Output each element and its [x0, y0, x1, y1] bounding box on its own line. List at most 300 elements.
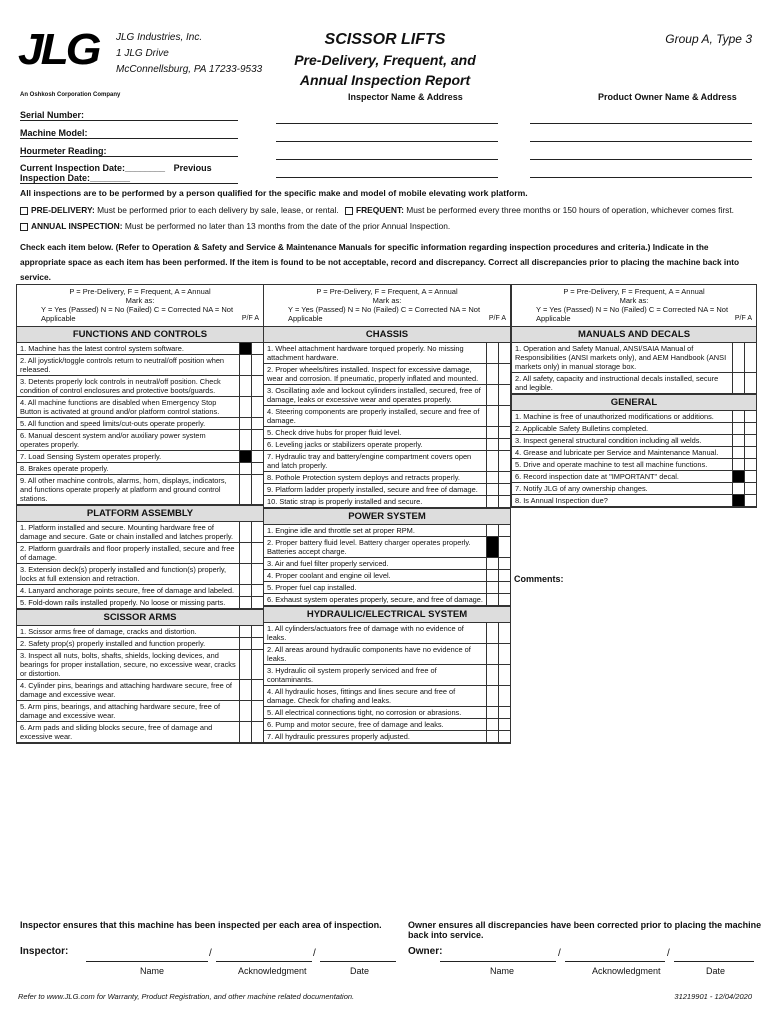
- pf-checkbox[interactable]: [486, 582, 498, 593]
- checklist-item-text: 6. Pump and motor secure, free of damage and leaks.: [267, 720, 444, 729]
- annual-item-checkbox[interactable]: [251, 701, 263, 721]
- annual-item-checkbox[interactable]: [251, 597, 263, 608]
- checklist-item: [264, 644, 510, 665]
- checklist-item: [17, 543, 263, 564]
- annual-checkbox[interactable]: [20, 223, 28, 231]
- annual-item-checkbox[interactable]: [498, 385, 510, 405]
- hourmeter-field[interactable]: Hourmeter Reading:: [20, 146, 238, 157]
- pf-checkbox[interactable]: [239, 376, 251, 396]
- pf-checkbox[interactable]: [732, 343, 744, 372]
- checklist-item-text: 2. All safety, capacity and instructional decals installed, secure and legible.: [515, 374, 719, 392]
- pf-checkbox[interactable]: [239, 701, 251, 721]
- checklist-item: [512, 495, 756, 507]
- annual-item-checkbox[interactable]: [744, 495, 756, 506]
- pf-checkbox[interactable]: [732, 423, 744, 434]
- checklist-item-text: 1. Scissor arms free of damage, cracks and distortion.: [20, 627, 197, 636]
- inspector-address-line[interactable]: [276, 159, 498, 160]
- checklist-item: [264, 731, 510, 743]
- section-title: FUNCTIONS AND CONTROLS: [17, 326, 263, 343]
- annual-item-checkbox[interactable]: [251, 650, 263, 679]
- pf-checkbox[interactable]: [239, 463, 251, 474]
- checklist-item: [264, 385, 510, 406]
- qualification-notice: All inspections are to be performed by a person qualified for the specific make and model of mobile elevating work platform.: [20, 188, 528, 198]
- pf-checkbox[interactable]: [239, 564, 251, 584]
- checklist-item-text: 6. Leveling jacks or stabilizers operate properly.: [267, 440, 423, 449]
- pf-header: P/F: [241, 315, 253, 322]
- frequent-label: FREQUENT:: [356, 205, 404, 215]
- annual-item-checkbox[interactable]: [744, 483, 756, 494]
- checklist-item: [264, 439, 510, 451]
- title-line-1: SCISSOR LIFTS: [324, 31, 446, 48]
- pf-checkbox[interactable]: [486, 537, 498, 557]
- pf-checkbox[interactable]: [732, 483, 744, 494]
- serial-number-field[interactable]: Serial Number:: [20, 110, 238, 121]
- annual-item-checkbox[interactable]: [498, 594, 510, 605]
- annual-item-checkbox[interactable]: [498, 558, 510, 569]
- checklist-item-text: 3. Air and fuel filter properly serviced.: [267, 559, 389, 568]
- checklist-item-text: 5. Proper fuel cap installed.: [267, 583, 357, 592]
- checklist-item: [264, 558, 510, 570]
- checklist-item: [17, 626, 263, 638]
- annual-item-checkbox[interactable]: [498, 570, 510, 581]
- pf-checkbox[interactable]: [486, 623, 498, 643]
- annual-item-checkbox[interactable]: [498, 537, 510, 557]
- check-instructions: Check each item below. (Refer to Operation & Safety and Service & Maintenance Manuals for specific information regarding inspection procedures and criteria.) Indicate in the appropriate space as each item has been performed. If the item is found to be not acceptable, record and discrepancy. Correct all discrepancies prior to placing the machine back into service.: [20, 242, 740, 282]
- key-line2: Mark as:: [125, 296, 155, 305]
- pf-checkbox[interactable]: [239, 397, 251, 417]
- inspector-label: Inspector:: [20, 946, 69, 957]
- checklist-item-text: 4. All machine functions are disabled when Emergency Stop Button is activated at ground and/or platform control stations.: [20, 398, 220, 416]
- checklist-item: [17, 418, 263, 430]
- owner-ack-caption: Acknowledgment: [592, 966, 661, 976]
- pf-checkbox[interactable]: [239, 355, 251, 375]
- annual-label: ANNUAL INSPECTION:: [31, 221, 123, 231]
- marking-key: [17, 285, 263, 326]
- title-line-2: Pre-Delivery, Frequent, and Annual Inspection Report: [294, 52, 476, 88]
- checklist-item-text: 7. All hydraulic pressures properly adjusted.: [267, 732, 410, 741]
- checklist-item: [264, 594, 510, 606]
- key-line1: P = Pre-Delivery, F = Frequent, A = Annual: [563, 287, 705, 296]
- pf-checkbox[interactable]: [486, 427, 498, 438]
- jlg-logo: [18, 25, 99, 80]
- checklist-item: [17, 522, 263, 543]
- checklist-item: [512, 471, 756, 483]
- checklist-item-text: 4. All hydraulic hoses, fittings and lines secure and free of damage. Check for chafing and leaks.: [267, 687, 456, 705]
- checklist-item: [17, 355, 263, 376]
- pf-checkbox[interactable]: [486, 343, 498, 363]
- checklist-item: [17, 451, 263, 463]
- pf-header: P/F: [488, 315, 500, 322]
- checklist-item-text: 9. Platform ladder properly installed, secure and free of damage.: [267, 485, 478, 494]
- pre-delivery-checkbox[interactable]: [20, 207, 28, 215]
- checklist-item: [512, 423, 756, 435]
- company-info: [116, 30, 262, 78]
- logo-tagline: An Oshkosh Corporation Company: [20, 92, 121, 98]
- checklist-item: [512, 373, 756, 394]
- key-line2: Mark as:: [372, 296, 402, 305]
- pf-checkbox[interactable]: [239, 722, 251, 742]
- slash: /: [313, 948, 316, 959]
- inspector-ack-caption: Acknowledgment: [238, 966, 307, 976]
- inspection-column: [263, 284, 511, 744]
- checklist-item: [17, 701, 263, 722]
- owner-name-line[interactable]: [440, 961, 556, 962]
- annual-item-checkbox[interactable]: [498, 406, 510, 426]
- checklist-item-text: 1. Wheel attachment hardware torqued properly. No missing attachment hardware.: [267, 344, 464, 362]
- logo-text: JLG: [18, 25, 99, 74]
- checklist-item: [264, 719, 510, 731]
- annual-item-checkbox[interactable]: [498, 496, 510, 507]
- annual-item-checkbox[interactable]: [498, 427, 510, 438]
- inspector-date-line[interactable]: [320, 961, 396, 962]
- owner-address-line[interactable]: [530, 177, 752, 178]
- pre-delivery-text: Must be performed prior to each delivery by sale, lease, or rental.: [97, 205, 339, 215]
- annual-item-checkbox[interactable]: [498, 707, 510, 718]
- section-title: MANUALS AND DECALS: [512, 326, 756, 343]
- pf-checkbox[interactable]: [732, 411, 744, 422]
- annual-item-checkbox[interactable]: [498, 364, 510, 384]
- key-line1: P = Pre-Delivery, F = Frequent, A = Annual: [69, 287, 211, 296]
- checklist-item: [17, 430, 263, 451]
- pf-checkbox[interactable]: [239, 543, 251, 563]
- checklist-item: [17, 597, 263, 609]
- annual-item-checkbox[interactable]: [744, 343, 756, 372]
- annual-item-checkbox[interactable]: [498, 665, 510, 685]
- pf-checkbox[interactable]: [732, 435, 744, 446]
- pf-a-headers: [735, 314, 752, 323]
- pf-checkbox[interactable]: [732, 495, 744, 506]
- checklist-item-text: 3. Hydraulic oil system properly serviced and free of contaminants.: [267, 666, 437, 684]
- annual-item-checkbox[interactable]: [251, 638, 263, 649]
- inspector-address-line[interactable]: [276, 123, 498, 124]
- slash: /: [558, 948, 561, 959]
- company-address-2: McConnellsburg, PA 17233-9533: [116, 64, 263, 75]
- checklist-item-text: 2. Proper wheels/tires installed. Inspect for excessive damage, wear and corrosion. If pneumatic, properly inflated and mounted.: [267, 365, 479, 383]
- annual-item-checkbox[interactable]: [251, 680, 263, 700]
- pf-checkbox[interactable]: [486, 496, 498, 507]
- pf-checkbox[interactable]: [486, 364, 498, 384]
- checklist-item-text: 5. Fold-down rails installed properly. No loose or missing parts.: [20, 598, 226, 607]
- a-header: A: [501, 315, 506, 322]
- checklist-item-text: 3. Inspect general structural condition including all welds.: [515, 436, 702, 445]
- checklist-item-text: 2. All joystick/toggle controls return to neutral/off position when released.: [20, 356, 225, 374]
- pf-checkbox[interactable]: [486, 644, 498, 664]
- annual-item-checkbox[interactable]: [498, 719, 510, 730]
- machine-model-field[interactable]: Machine Model:: [20, 128, 238, 139]
- annual-item-checkbox[interactable]: [498, 623, 510, 643]
- checklist-item: [17, 680, 263, 701]
- checklist-item: [17, 722, 263, 743]
- owner-label: Owner:: [408, 946, 443, 957]
- pf-checkbox[interactable]: [239, 451, 251, 462]
- slash: /: [667, 948, 670, 959]
- checklist-item-text: 9. All other machine controls, alarms, horn, displays, indicators, and functions operate properly at platform and ground control stations.: [20, 476, 227, 503]
- pf-checkbox[interactable]: [486, 665, 498, 685]
- checklist-item: [264, 570, 510, 582]
- checklist-item: [264, 707, 510, 719]
- annual-item-checkbox[interactable]: [251, 522, 263, 542]
- comments-area[interactable]: [512, 588, 754, 873]
- pf-checkbox[interactable]: [239, 522, 251, 542]
- key-line3: Y = Yes (Passed) N = No (Failed) C = Corrected NA = Not Applicable: [536, 305, 729, 323]
- pf-checkbox[interactable]: [486, 451, 498, 471]
- checklist-item: [264, 582, 510, 594]
- annual-item-checkbox[interactable]: [744, 447, 756, 458]
- checklist-item-text: 4. Cylinder pins, bearings and attaching hardware secure, free of damage and excessive wear.: [20, 681, 232, 699]
- checklist-item-text: 2. Platform guardrails and floor properly installed, secure and free of damage.: [20, 544, 235, 562]
- section-title: PLATFORM ASSEMBLY: [17, 505, 263, 522]
- checklist-item: [264, 472, 510, 484]
- checklist-item-text: 5. Drive and operate machine to test all machine functions.: [515, 460, 708, 469]
- checklist-item-text: 5. All function and speed limits/cut-outs operate properly.: [20, 419, 206, 428]
- checklist-item-text: 4. Proper coolant and engine oil level.: [267, 571, 391, 580]
- section-title: CHASSIS: [264, 326, 510, 343]
- inspector-name-line[interactable]: [86, 961, 208, 962]
- owner-block-label: Product Owner Name & Address: [598, 92, 737, 102]
- checklist-item: [17, 650, 263, 680]
- annual-item-checkbox[interactable]: [498, 644, 510, 664]
- marking-key: [512, 285, 756, 326]
- checklist-item-text: 7. Hydraulic tray and battery/engine compartment covers open and latch properly.: [267, 452, 472, 470]
- pf-checkbox[interactable]: [486, 439, 498, 450]
- checklist-item: [17, 585, 263, 597]
- pf-checkbox[interactable]: [486, 484, 498, 495]
- pf-checkbox[interactable]: [486, 594, 498, 605]
- section-title: HYDRAULIC/ELECTRICAL SYSTEM: [264, 606, 510, 623]
- a-header: A: [254, 315, 259, 322]
- key-line3: Y = Yes (Passed) N = No (Failed) C = Corrected NA = Not Applicable: [288, 305, 481, 323]
- key-line2: Mark as:: [619, 296, 649, 305]
- owner-address-line[interactable]: [530, 141, 752, 142]
- checklist-item: [512, 343, 756, 373]
- frequent-text: Must be performed every three months or 150 hours of operation, whichever comes first.: [406, 205, 734, 215]
- pf-checkbox[interactable]: [486, 731, 498, 742]
- checklist-item-text: 5. All electrical connections tight, no corrosion or abrasions.: [267, 708, 462, 717]
- a-header: A: [747, 315, 752, 322]
- checklist-item: [264, 451, 510, 472]
- checklist-item: [512, 483, 756, 495]
- pf-checkbox[interactable]: [239, 418, 251, 429]
- checklist-item: [17, 397, 263, 418]
- inspection-dates-field[interactable]: [20, 163, 238, 184]
- checklist-item: [17, 343, 263, 355]
- document-number: 31219901 - 12/04/2020: [674, 992, 752, 1001]
- inspection-column: [511, 284, 757, 508]
- owner-address-line[interactable]: [530, 159, 752, 160]
- inspector-statement: Inspector ensures that this machine has been inspected per each area of inspection.: [20, 920, 382, 930]
- annual-item-checkbox[interactable]: [251, 430, 263, 450]
- pf-checkbox[interactable]: [732, 373, 744, 393]
- checklist-item-text: 7. Load Sensing System operates properly.: [20, 452, 162, 461]
- checklist-item: [17, 564, 263, 585]
- annual-item-checkbox[interactable]: [251, 355, 263, 375]
- annual-item-checkbox[interactable]: [498, 343, 510, 363]
- annual-text: Must be performed no later than 13 months from the date of the prior Annual Inspection.: [124, 221, 451, 231]
- frequent-checkbox[interactable]: [345, 207, 353, 215]
- checklist-item: [512, 459, 756, 471]
- pf-checkbox[interactable]: [239, 638, 251, 649]
- pf-header: P/F: [734, 315, 746, 322]
- checklist-item: [512, 435, 756, 447]
- annual-item-checkbox[interactable]: [251, 543, 263, 563]
- pf-checkbox[interactable]: [239, 585, 251, 596]
- inspector-date-caption: Date: [350, 966, 370, 976]
- inspector-address-line[interactable]: [276, 141, 498, 142]
- annual-item-checkbox[interactable]: [251, 564, 263, 584]
- section-title: GENERAL: [512, 394, 756, 411]
- checklist-item: [264, 537, 510, 558]
- owner-name-caption: Name: [490, 966, 515, 976]
- checklist-item-text: 4. Lanyard anchorage points secure, free of damage and labeled.: [20, 586, 235, 595]
- pf-checkbox[interactable]: [486, 525, 498, 536]
- pf-checkbox[interactable]: [239, 650, 251, 679]
- key-line1: P = Pre-Delivery, F = Frequent, A = Annual: [316, 287, 458, 296]
- checklist-item: [264, 484, 510, 496]
- annual-item-checkbox[interactable]: [744, 373, 756, 393]
- group-type: Group A, Type 3: [665, 32, 752, 46]
- annual-item-checkbox[interactable]: [251, 418, 263, 429]
- annual-item-checkbox[interactable]: [251, 397, 263, 417]
- checklist-item: [512, 411, 756, 423]
- checklist-item: [264, 525, 510, 537]
- checklist-item-text: 6. Exhaust system operates properly, secure, and free of damage.: [267, 595, 483, 604]
- annual-line: [20, 221, 755, 231]
- pf-checkbox[interactable]: [239, 475, 251, 504]
- annual-item-checkbox[interactable]: [744, 471, 756, 482]
- checklist-item: [512, 447, 756, 459]
- pf-checkbox[interactable]: [486, 385, 498, 405]
- page-title: [270, 30, 500, 90]
- checklist-item: [264, 406, 510, 427]
- current-inspection-date[interactable]: Current Inspection Date:________: [20, 163, 166, 173]
- annual-item-checkbox[interactable]: [498, 731, 510, 742]
- annual-item-checkbox[interactable]: [744, 411, 756, 422]
- checklist-item-text: 8. Pothole Protection system deploys and retracts properly.: [267, 473, 460, 482]
- pf-checkbox[interactable]: [732, 471, 744, 482]
- pf-checkbox[interactable]: [486, 558, 498, 569]
- checklist-item-text: 2. All areas around hydraulic components have no evidence of leaks.: [267, 645, 471, 663]
- pf-checkbox[interactable]: [486, 719, 498, 730]
- annual-item-checkbox[interactable]: [251, 463, 263, 474]
- owner-ack-line[interactable]: [565, 961, 665, 962]
- checklist-item-text: 6. Arm pads and sliding blocks secure, free of damage and excessive wear.: [20, 723, 213, 741]
- checklist-item-text: 2. Proper battery fluid level. Battery charger operates properly. Batteries accept charge.: [267, 538, 471, 556]
- checklist-item-text: 1. Machine has the latest control system software.: [20, 344, 184, 353]
- annual-item-checkbox[interactable]: [251, 626, 263, 637]
- annual-item-checkbox[interactable]: [744, 459, 756, 470]
- annual-item-checkbox[interactable]: [498, 686, 510, 706]
- comments-label: Comments:: [514, 574, 564, 584]
- checklist-item: [17, 463, 263, 475]
- pf-checkbox[interactable]: [486, 570, 498, 581]
- checklist-item: [264, 496, 510, 508]
- annual-item-checkbox[interactable]: [744, 435, 756, 446]
- annual-item-checkbox[interactable]: [251, 722, 263, 742]
- pf-checkbox[interactable]: [239, 626, 251, 637]
- checklist-item-text: 7. Notify JLG of any ownership changes.: [515, 484, 648, 493]
- checklist-item: [17, 638, 263, 650]
- inspector-block-label: Inspector Name & Address: [348, 92, 463, 102]
- checklist-item-text: 8. Is Annual Inspection due?: [515, 496, 608, 505]
- pf-a-headers: [242, 314, 259, 323]
- checklist-item: [264, 364, 510, 385]
- annual-item-checkbox[interactable]: [251, 585, 263, 596]
- checklist-item: [264, 665, 510, 686]
- annual-item-checkbox[interactable]: [251, 376, 263, 396]
- checklist-item-text: 5. Arm pins, bearings, and attaching hardware secure, free of damage and excessive wear.: [20, 702, 221, 720]
- checklist-item-text: 3. Detents properly lock controls in neutral/off position. Check condition of control enclosures and protective boots/guards.: [20, 377, 221, 395]
- owner-statement: Owner ensures all discrepancies have been corrected prior to placing the machine back into service.: [408, 920, 762, 940]
- pf-checkbox[interactable]: [239, 430, 251, 450]
- pf-checkbox[interactable]: [239, 680, 251, 700]
- annual-item-checkbox[interactable]: [251, 343, 263, 354]
- checklist-item-text: 10. Static strap is properly installed and secure.: [267, 497, 423, 506]
- annual-item-checkbox[interactable]: [498, 525, 510, 536]
- pf-checkbox[interactable]: [239, 597, 251, 608]
- checklist-item-text: 2. Applicable Safety Bulletins completed.: [515, 424, 649, 433]
- company-name: JLG Industries, Inc.: [116, 32, 203, 43]
- inspector-address-line[interactable]: [276, 177, 498, 178]
- annual-item-checkbox[interactable]: [498, 451, 510, 471]
- pf-checkbox[interactable]: [239, 343, 251, 354]
- annual-item-checkbox[interactable]: [498, 472, 510, 483]
- checklist-item-text: 1. All cylinders/actuators free of damage with no evidence of leaks.: [267, 624, 464, 642]
- key-line3: Y = Yes (Passed) N = No (Failed) C = Corrected NA = Not Applicable: [41, 305, 234, 323]
- annual-item-checkbox[interactable]: [251, 451, 263, 462]
- marking-key: [264, 285, 510, 326]
- checklist-item-text: 1. Operation and Safety Manual, ANSI/SAIA Manual of Responsibilities (ANSI markets only), and AEM Handbook (ANSI markets only) in manual storage box.: [515, 344, 727, 371]
- checklist-item-text: 1. Engine idle and throttle set at proper RPM.: [267, 526, 415, 535]
- checklist-item-text: 1. Platform installed and secure. Mounting hardware free of damage and secure. Gate or chain installed and latches properly.: [20, 523, 234, 541]
- annual-item-checkbox[interactable]: [498, 582, 510, 593]
- annual-item-checkbox[interactable]: [251, 475, 263, 504]
- annual-item-checkbox[interactable]: [744, 423, 756, 434]
- inspector-ack-line[interactable]: [216, 961, 312, 962]
- checklist-item-text: 4. Steering components are properly installed, secure and free of damage.: [267, 407, 480, 425]
- pf-checkbox[interactable]: [732, 447, 744, 458]
- pf-checkbox[interactable]: [732, 459, 744, 470]
- checklist-item-text: 8. Brakes operate properly.: [20, 464, 109, 473]
- previous-inspection-date[interactable]: Previous Inspection Date:________: [20, 163, 212, 183]
- slash: /: [209, 948, 212, 959]
- checklist-item: [264, 686, 510, 707]
- checklist-item-text: 2. Safety prop(s) properly installed and function properly.: [20, 639, 206, 648]
- company-address-1: 1 JLG Drive: [116, 48, 169, 59]
- owner-address-line[interactable]: [530, 123, 752, 124]
- checklist-item: [264, 343, 510, 364]
- section-title: POWER SYSTEM: [264, 508, 510, 525]
- checklist-item-text: 3. Extension deck(s) properly installed and function(s) properly, locks at full extension and retraction.: [20, 565, 227, 583]
- checklist-item-text: 6. Record inspection date at "IMPORTANT" decal.: [515, 472, 679, 481]
- checklist-item: [17, 475, 263, 505]
- pf-checkbox[interactable]: [486, 686, 498, 706]
- checklist-item-text: 6. Manual descent system and/or auxiliary power system operates properly.: [20, 431, 206, 449]
- pf-checkbox[interactable]: [486, 406, 498, 426]
- pf-checkbox[interactable]: [486, 472, 498, 483]
- pre-delivery-label: PRE-DELIVERY:: [31, 205, 95, 215]
- checklist-item-text: 5. Check drive hubs for proper fluid level.: [267, 428, 402, 437]
- annual-item-checkbox[interactable]: [498, 439, 510, 450]
- checklist-item-text: 3. Oscillating axle and lockout cylinders installed, secured, free of damage, leaks or excessive wear and operates properly.: [267, 386, 481, 404]
- owner-date-caption: Date: [706, 966, 726, 976]
- section-title: SCISSOR ARMS: [17, 609, 263, 626]
- owner-date-line[interactable]: [674, 961, 754, 962]
- pf-checkbox[interactable]: [486, 707, 498, 718]
- pre-delivery-frequent-line: [20, 205, 755, 215]
- annual-item-checkbox[interactable]: [498, 484, 510, 495]
- checklist-item-text: 4. Grease and lubricate per Service and Maintenance Manual.: [515, 448, 719, 457]
- inspector-name-caption: Name: [140, 966, 165, 976]
